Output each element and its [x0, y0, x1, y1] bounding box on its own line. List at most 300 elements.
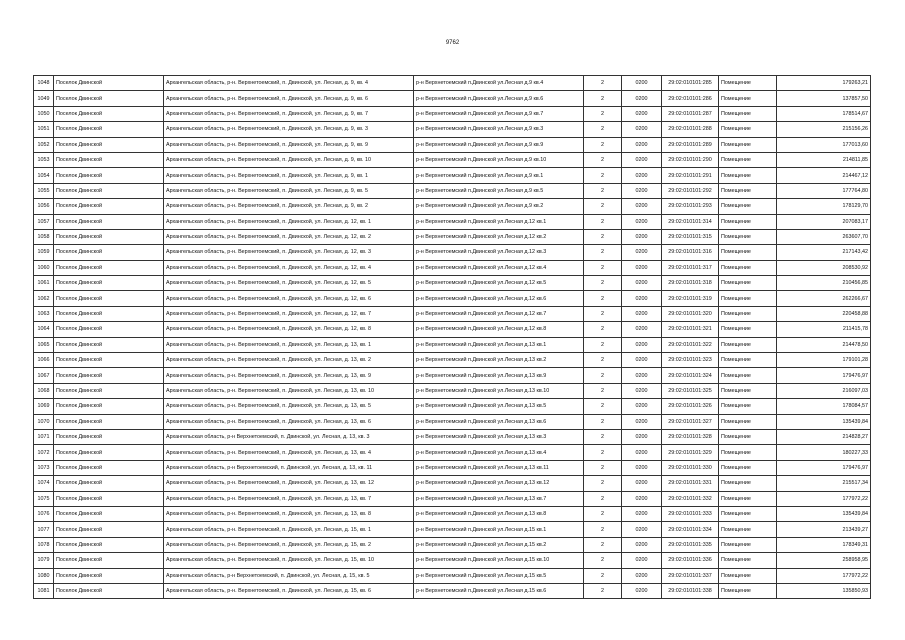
object-type-cell: Помещение — [719, 306, 777, 321]
short-address-cell: р-н Верхнетоемский п.Двинской ул.Лесная д.13 кв.9 — [414, 368, 584, 383]
cadastral-number-cell: 29:02:010101:328 — [662, 429, 719, 444]
address-cell: Архангельская область, р-н. Верхнетоемский, п. Двинской, ул. Лесная, д. 13, кв. 5 — [164, 399, 414, 414]
row-number: 1077 — [34, 522, 54, 537]
object-type-cell: Помещение — [719, 399, 777, 414]
cadastral-number-cell: 29:02:010101:322 — [662, 337, 719, 352]
cadastral-number-cell: 29:02:010101:326 — [662, 399, 719, 414]
cadastral-value-cell: 220458,88 — [777, 306, 871, 321]
cadastral-number-cell: 29:02:010101:327 — [662, 414, 719, 429]
row-number: 1080 — [34, 568, 54, 583]
object-type-cell: Помещение — [719, 229, 777, 244]
cadastral-value-cell: 135439,84 — [777, 506, 871, 521]
code-cell: 0200 — [622, 260, 662, 275]
table-row — [34, 214, 871, 229]
table-row — [34, 76, 871, 91]
settlement-cell: Поселок Двинской — [54, 399, 164, 414]
cadastral-value-cell: 214811,85 — [777, 152, 871, 167]
cadastral-value-cell: 178514,67 — [777, 106, 871, 121]
row-number: 1066 — [34, 353, 54, 368]
address-cell: Архангельская область, р-н. Верхнетоемский, п. Двинской, ул. Лесная, д. 15, кв. 6 — [164, 583, 414, 598]
settlement-cell: Поселок Двинской — [54, 460, 164, 475]
row-number: 1048 — [34, 76, 54, 91]
cadastral-number-cell: 29:02:010101:332 — [662, 491, 719, 506]
cadastral-value-cell: 214828,27 — [777, 429, 871, 444]
row-number: 1053 — [34, 152, 54, 167]
settlement-cell: Поселок Двинской — [54, 306, 164, 321]
address-cell: Архангельская область, р-н. Верхнетоемский, п. Двинской, ул. Лесная, д. 13, кв. 8 — [164, 506, 414, 521]
object-type-cell: Помещение — [719, 568, 777, 583]
settlement-cell: Поселок Двинской — [54, 414, 164, 429]
object-type-cell: Помещение — [719, 337, 777, 352]
short-address-cell: р-н Верхнетоемский п.Двинской ул.Лесная д.15 кв.10 — [414, 553, 584, 568]
settlement-cell: Поселок Двинской — [54, 429, 164, 444]
settlement-cell: Поселок Двинской — [54, 291, 164, 306]
class-cell: 2 — [584, 583, 622, 598]
cadastral-value-cell: 177764,80 — [777, 183, 871, 198]
code-cell: 0200 — [622, 245, 662, 260]
class-cell: 2 — [584, 476, 622, 491]
row-number: 1054 — [34, 168, 54, 183]
short-address-cell: р-н Верхнетоемский п.Двинской ул.Лесная д.9 кв.9 — [414, 137, 584, 152]
row-number: 1068 — [34, 383, 54, 398]
settlement-cell: Поселок Двинской — [54, 137, 164, 152]
short-address-cell: р-н Верхнетоемский п.Двинской ул.Лесная д.9 кв.5 — [414, 183, 584, 198]
object-type-cell: Помещение — [719, 506, 777, 521]
short-address-cell: р-н Верхнетоемский п.Двинской ул.Лесная д.12 кв.6 — [414, 291, 584, 306]
cadastral-value-cell: 214467,12 — [777, 168, 871, 183]
class-cell: 2 — [584, 306, 622, 321]
class-cell: 2 — [584, 568, 622, 583]
address-cell: Архангельская область, р-н. Верхнетоемский, п. Двинской, ул. Лесная, д. 13, кв. 7 — [164, 491, 414, 506]
cadastral-number-cell: 29:02:010101:287 — [662, 106, 719, 121]
cadastral-value-cell: 216097,03 — [777, 383, 871, 398]
class-cell: 2 — [584, 445, 622, 460]
object-type-cell: Помещение — [719, 414, 777, 429]
address-cell: Архангельская область, р-н Верхнетоемский, п. Двинской, ул. Лесная, д. 15, кв. 5 — [164, 568, 414, 583]
address-cell: Архангельская область, р-н. Верхнетоемский, п. Двинской, ул. Лесная, д. 9, кв. 4 — [164, 76, 414, 91]
address-cell: Архангельская область, р-н. Верхнетоемский, п. Двинской, ул. Лесная, д. 15, кв. 2 — [164, 537, 414, 552]
cadastral-value-cell: 208530,92 — [777, 260, 871, 275]
settlement-cell: Поселок Двинской — [54, 152, 164, 167]
address-cell: Архангельская область, р-н. Верхнетоемский, п. Двинской, ул. Лесная, д. 12, кв. 7 — [164, 306, 414, 321]
cadastral-value-cell: 263607,70 — [777, 229, 871, 244]
code-cell: 0200 — [622, 429, 662, 444]
object-type-cell: Помещение — [719, 291, 777, 306]
code-cell: 0200 — [622, 106, 662, 121]
row-number: 1049 — [34, 91, 54, 106]
address-cell: Архангельская область, р-н. Верхнетоемский, п. Двинской, ул. Лесная, д. 13, кв. 9 — [164, 368, 414, 383]
object-type-cell: Помещение — [719, 522, 777, 537]
object-type-cell: Помещение — [719, 152, 777, 167]
cadastral-number-cell: 29:02:010101:336 — [662, 553, 719, 568]
cadastral-value-cell: 214478,50 — [777, 337, 871, 352]
row-number: 1059 — [34, 245, 54, 260]
row-number: 1072 — [34, 445, 54, 460]
row-number: 1065 — [34, 337, 54, 352]
object-type-cell: Помещение — [719, 245, 777, 260]
class-cell: 2 — [584, 91, 622, 106]
cadastral-number-cell: 29:02:010101:318 — [662, 276, 719, 291]
code-cell: 0200 — [622, 322, 662, 337]
address-cell: Архангельская область, р-н. Верхнетоемский, п. Двинской, ул. Лесная, д. 12, кв. 5 — [164, 276, 414, 291]
cadastral-value-cell: 135850,93 — [777, 583, 871, 598]
code-cell: 0200 — [622, 76, 662, 91]
row-number: 1069 — [34, 399, 54, 414]
address-cell: Архангельская область, р-н. Верхнетоемский, п. Двинской, ул. Лесная, д. 15, кв. 1 — [164, 522, 414, 537]
table-row — [34, 91, 871, 106]
table-row — [34, 506, 871, 521]
class-cell: 2 — [584, 137, 622, 152]
settlement-cell: Поселок Двинской — [54, 522, 164, 537]
code-cell: 0200 — [622, 291, 662, 306]
class-cell: 2 — [584, 229, 622, 244]
cadastral-number-cell: 29:02:010101:293 — [662, 199, 719, 214]
short-address-cell: р-н Верхнетоемский п.Двинской ул.Лесная д.15 кв.6 — [414, 583, 584, 598]
settlement-cell: Поселок Двинской — [54, 260, 164, 275]
cadastral-number-cell: 29:02:010101:320 — [662, 306, 719, 321]
cadastral-value-cell: 179101,28 — [777, 353, 871, 368]
short-address-cell: р-н Верхнетоемский п.Двинской ул.Лесная д.13 кв.12 — [414, 476, 584, 491]
address-cell: Архангельская область, р-н. Верхнетоемский, п. Двинской, ул. Лесная, д. 12, кв. 8 — [164, 322, 414, 337]
class-cell: 2 — [584, 183, 622, 198]
address-cell: Архангельская область, р-н. Верхнетоемский, п. Двинской, ул. Лесная, д. 9, кв. 2 — [164, 199, 414, 214]
short-address-cell: р-н Верхнетоемский п.Двинской ул.Лесная д.13 кв.4 — [414, 445, 584, 460]
row-number: 1067 — [34, 368, 54, 383]
cadastral-number-cell: 29:02:010101:319 — [662, 291, 719, 306]
short-address-cell: р-н Верхнетоемский п.Двинской ул.Лесная д.13 кв.2 — [414, 353, 584, 368]
table-row — [34, 152, 871, 167]
settlement-cell: Поселок Двинской — [54, 229, 164, 244]
class-cell: 2 — [584, 291, 622, 306]
object-type-cell: Помещение — [719, 276, 777, 291]
address-cell: Архангельская область, р-н. Верхнетоемский, п. Двинской, ул. Лесная, д. 12, кв. 3 — [164, 245, 414, 260]
cadastral-value-cell: 178349,31 — [777, 537, 871, 552]
cadastral-value-cell: 179263,21 — [777, 76, 871, 91]
short-address-cell: р-н Верхнетоемский п.Двинской ул.Лесная д.13 кв.7 — [414, 491, 584, 506]
settlement-cell: Поселок Двинской — [54, 383, 164, 398]
cadastral-value-cell: 137857,50 — [777, 91, 871, 106]
cadastral-number-cell: 29:02:010101:337 — [662, 568, 719, 583]
address-cell: Архангельская область, р-н. Верхнетоемский, п. Двинской, ул. Лесная, д. 9, кв. 9 — [164, 137, 414, 152]
class-cell: 2 — [584, 122, 622, 137]
cadastral-number-cell: 29:02:010101:338 — [662, 583, 719, 598]
object-type-cell: Помещение — [719, 553, 777, 568]
short-address-cell: р-н Верхнетоемский п.Двинской ул.Лесная д.15 кв.1 — [414, 522, 584, 537]
settlement-cell: Поселок Двинской — [54, 122, 164, 137]
object-type-cell: Помещение — [719, 322, 777, 337]
object-type-cell: Помещение — [719, 383, 777, 398]
cadastral-value-cell: 207083,17 — [777, 214, 871, 229]
code-cell: 0200 — [622, 214, 662, 229]
cadastral-value-cell: 213439,27 — [777, 522, 871, 537]
class-cell: 2 — [584, 106, 622, 121]
table-row — [34, 229, 871, 244]
cadastral-number-cell: 29:02:010101:292 — [662, 183, 719, 198]
object-type-cell: Помещение — [719, 106, 777, 121]
short-address-cell: р-н Верхнетоемский п.Двинской ул.Лесная д.15 кв.5 — [414, 568, 584, 583]
settlement-cell: Поселок Двинской — [54, 91, 164, 106]
settlement-cell: Поселок Двинской — [54, 322, 164, 337]
short-address-cell: р-н Верхнетоемский п.Двинской ул.Лесная д.15 кв.2 — [414, 537, 584, 552]
cadastral-number-cell: 29:02:010101:335 — [662, 537, 719, 552]
object-type-cell: Помещение — [719, 445, 777, 460]
cadastral-number-cell: 29:02:010101:317 — [662, 260, 719, 275]
cadastral-number-cell: 29:02:010101:315 — [662, 229, 719, 244]
object-type-cell: Помещение — [719, 91, 777, 106]
code-cell: 0200 — [622, 368, 662, 383]
row-number: 1051 — [34, 122, 54, 137]
table-row — [34, 522, 871, 537]
cadastral-number-cell: 29:02:010101:286 — [662, 91, 719, 106]
row-number: 1064 — [34, 322, 54, 337]
table-row — [34, 137, 871, 152]
object-type-cell: Помещение — [719, 491, 777, 506]
table-row — [34, 199, 871, 214]
object-type-cell: Помещение — [719, 476, 777, 491]
code-cell: 0200 — [622, 553, 662, 568]
cadastral-number-cell: 29:02:010101:289 — [662, 137, 719, 152]
table-body — [34, 76, 871, 599]
cadastral-number-cell: 29:02:010101:330 — [662, 460, 719, 475]
table-row — [34, 476, 871, 491]
row-number: 1052 — [34, 137, 54, 152]
class-cell: 2 — [584, 168, 622, 183]
cadastral-number-cell: 29:02:010101:321 — [662, 322, 719, 337]
class-cell: 2 — [584, 322, 622, 337]
code-cell: 0200 — [622, 122, 662, 137]
code-cell: 0200 — [622, 137, 662, 152]
object-type-cell: Помещение — [719, 137, 777, 152]
short-address-cell: р-н Верхнетоемский п.Двинской ул.Лесная д.9 кв.3 — [414, 122, 584, 137]
row-number: 1076 — [34, 506, 54, 521]
short-address-cell: р-н Верхнетоемский п.Двинской ул.Лесная д.12 кв.4 — [414, 260, 584, 275]
settlement-cell: Поселок Двинской — [54, 245, 164, 260]
table-row — [34, 122, 871, 137]
cadastral-value-cell: 178084,57 — [777, 399, 871, 414]
code-cell: 0200 — [622, 306, 662, 321]
table-row — [34, 383, 871, 398]
settlement-cell: Поселок Двинской — [54, 276, 164, 291]
short-address-cell: р-н Верхнетоемский п.Двинской ул.Лесная д.12 кв.3 — [414, 245, 584, 260]
table-row — [34, 368, 871, 383]
object-type-cell: Помещение — [719, 368, 777, 383]
short-address-cell: р-н Верхнетоемский п.Двинской ул.Лесная д.13 кв.6 — [414, 414, 584, 429]
address-cell: Архангельская область, р-н. Верхнетоемский, п. Двинской, ул. Лесная, д. 12, кв. 1 — [164, 214, 414, 229]
row-number: 1073 — [34, 460, 54, 475]
table-row — [34, 276, 871, 291]
table-row — [34, 399, 871, 414]
cadastral-value-cell: 180227,33 — [777, 445, 871, 460]
address-cell: Архангельская область, р-н. Верхнетоемский, п. Двинской, ул. Лесная, д. 9, кв. 10 — [164, 152, 414, 167]
row-number: 1062 — [34, 291, 54, 306]
table-row — [34, 353, 871, 368]
table-row — [34, 168, 871, 183]
class-cell: 2 — [584, 260, 622, 275]
address-cell: Архангельская область, р-н. Верхнетоемский, п. Двинской, ул. Лесная, д. 12, кв. 4 — [164, 260, 414, 275]
settlement-cell: Поселок Двинской — [54, 568, 164, 583]
code-cell: 0200 — [622, 276, 662, 291]
short-address-cell: р-н Верхнетоемский п.Двинской ул.Лесная д.9 кв.2 — [414, 199, 584, 214]
table-row — [34, 183, 871, 198]
cadastral-number-cell: 29:02:010101:314 — [662, 214, 719, 229]
object-type-cell: Помещение — [719, 460, 777, 475]
page-number: 9762 — [445, 40, 460, 46]
short-address-cell: р-н Верхнетоемский п.Двинской ул.Лесная д.13 кв.5 — [414, 399, 584, 414]
table-row — [34, 537, 871, 552]
object-type-cell: Помещение — [719, 168, 777, 183]
cadastral-number-cell: 29:02:010101:316 — [662, 245, 719, 260]
address-cell: Архангельская область, р-н Верхнетоемский, п. Двинской, ул. Лесная, д. 13, кв. 3 — [164, 429, 414, 444]
address-cell: Архангельская область, р-н. Верхнетоемский, п. Двинской, ул. Лесная, д. 12, кв. 2 — [164, 229, 414, 244]
code-cell: 0200 — [622, 337, 662, 352]
cadastral-value-cell: 258958,95 — [777, 553, 871, 568]
row-number: 1078 — [34, 537, 54, 552]
row-number: 1075 — [34, 491, 54, 506]
cadastral-number-cell: 29:02:010101:325 — [662, 383, 719, 398]
short-address-cell: р-н Верхнетоемский п.Двинской ул.Лесная д.12 кв.7 — [414, 306, 584, 321]
address-cell: Архангельская область, р-н. Верхнетоемский, п. Двинской, ул. Лесная, д. 9, кв. 7 — [164, 106, 414, 121]
short-address-cell: р-н Верхнетоемский п.Двинской ул.Лесная д.9 кв.7 — [414, 106, 584, 121]
class-cell: 2 — [584, 399, 622, 414]
settlement-cell: Поселок Двинской — [54, 506, 164, 521]
short-address-cell: р-н Верхнетоемский п.Двинской ул.Лесная д.12 кв.8 — [414, 322, 584, 337]
cadastral-value-cell: 215156,26 — [777, 122, 871, 137]
table-row — [34, 429, 871, 444]
cadastral-number-cell: 29:02:010101:285 — [662, 76, 719, 91]
class-cell: 2 — [584, 506, 622, 521]
table-row — [34, 245, 871, 260]
settlement-cell: Поселок Двинской — [54, 183, 164, 198]
settlement-cell: Поселок Двинской — [54, 553, 164, 568]
address-cell: Архангельская область, р-н. Верхнетоемский, п. Двинской, ул. Лесная, д. 9, кв. 1 — [164, 168, 414, 183]
table-row — [34, 583, 871, 598]
cadastral-number-cell: 29:02:010101:288 — [662, 122, 719, 137]
settlement-cell: Поселок Двинской — [54, 476, 164, 491]
short-address-cell: р-н Верхнетоемский п.Двинской ул.Лесная д.13 кв.10 — [414, 383, 584, 398]
object-type-cell: Помещение — [719, 214, 777, 229]
code-cell: 0200 — [622, 168, 662, 183]
class-cell: 2 — [584, 537, 622, 552]
cadastral-value-cell: 177013,60 — [777, 137, 871, 152]
row-number: 1057 — [34, 214, 54, 229]
settlement-cell: Поселок Двинской — [54, 106, 164, 121]
row-number: 1055 — [34, 183, 54, 198]
short-address-cell: р-н Верхнетоемский п.Двинской ул.Лесная д.12 кв.5 — [414, 276, 584, 291]
class-cell: 2 — [584, 491, 622, 506]
code-cell: 0200 — [622, 183, 662, 198]
code-cell: 0200 — [622, 91, 662, 106]
address-cell: Архангельская область, р-н. Верхнетоемский, п. Двинской, ул. Лесная, д. 12, кв. 6 — [164, 291, 414, 306]
code-cell: 0200 — [622, 476, 662, 491]
short-address-cell: р-н Верхнетоемский п.Двинской ул.Лесная д.13 кв.3 — [414, 429, 584, 444]
object-type-cell: Помещение — [719, 353, 777, 368]
table-row — [34, 553, 871, 568]
cadastral-number-cell: 29:02:010101:334 — [662, 522, 719, 537]
address-cell: Архангельская область, р-н. Верхнетоемский, п. Двинской, ул. Лесная, д. 13, кв. 6 — [164, 414, 414, 429]
object-type-cell: Помещение — [719, 122, 777, 137]
row-number: 1050 — [34, 106, 54, 121]
row-number: 1071 — [34, 429, 54, 444]
cadastral-value-cell: 177972,22 — [777, 568, 871, 583]
table-row — [34, 337, 871, 352]
class-cell: 2 — [584, 429, 622, 444]
settlement-cell: Поселок Двинской — [54, 491, 164, 506]
object-type-cell: Помещение — [719, 429, 777, 444]
table-row — [34, 322, 871, 337]
cadastral-value-cell: 135439,84 — [777, 414, 871, 429]
class-cell: 2 — [584, 414, 622, 429]
code-cell: 0200 — [622, 491, 662, 506]
class-cell: 2 — [584, 76, 622, 91]
cadastral-value-cell: 215517,34 — [777, 476, 871, 491]
row-number: 1063 — [34, 306, 54, 321]
code-cell: 0200 — [622, 460, 662, 475]
short-address-cell: р-н Верхнетоемский п.Двинской ул.Лесная д.13 кв.11 — [414, 460, 584, 475]
object-type-cell: Помещение — [719, 199, 777, 214]
address-cell: Архангельская область, р-н. Верхнетоемский, п. Двинской, ул. Лесная, д. 9, кв. 6 — [164, 91, 414, 106]
table-row — [34, 491, 871, 506]
row-number: 1074 — [34, 476, 54, 491]
address-cell: Архангельская область, р-н. Верхнетоемский, п. Двинской, ул. Лесная, д. 13, кв. 10 — [164, 383, 414, 398]
class-cell: 2 — [584, 553, 622, 568]
code-cell: 0200 — [622, 522, 662, 537]
registry-table — [33, 75, 871, 599]
code-cell: 0200 — [622, 414, 662, 429]
code-cell: 0200 — [622, 537, 662, 552]
class-cell: 2 — [584, 337, 622, 352]
address-cell: Архангельская область, р-н. Верхнетоемский, п. Двинской, ул. Лесная, д. 13, кв. 4 — [164, 445, 414, 460]
class-cell: 2 — [584, 522, 622, 537]
class-cell: 2 — [584, 368, 622, 383]
table-row — [34, 445, 871, 460]
short-address-cell: р-н Верхнетоемский п.Двинской ул.Лесная д.13 кв.1 — [414, 337, 584, 352]
object-type-cell: Помещение — [719, 583, 777, 598]
cadastral-number-cell: 29:02:010101:290 — [662, 152, 719, 167]
cadastral-value-cell: 262266,67 — [777, 291, 871, 306]
settlement-cell: Поселок Двинской — [54, 353, 164, 368]
cadastral-value-cell: 179476,97 — [777, 460, 871, 475]
row-number: 1081 — [34, 583, 54, 598]
class-cell: 2 — [584, 383, 622, 398]
class-cell: 2 — [584, 460, 622, 475]
cadastral-value-cell: 217143,42 — [777, 245, 871, 260]
table-row — [34, 414, 871, 429]
class-cell: 2 — [584, 245, 622, 260]
address-cell: Архангельская область, р-н Верхнетоемский, п. Двинской, ул. Лесная, д. 13, кв. 11 — [164, 460, 414, 475]
object-type-cell: Помещение — [719, 76, 777, 91]
object-type-cell: Помещение — [719, 183, 777, 198]
short-address-cell: р-н Верхнетоемский п.Двинской ул.Лесная д.9 кв.4 — [414, 76, 584, 91]
row-number: 1079 — [34, 553, 54, 568]
cadastral-number-cell: 29:02:010101:333 — [662, 506, 719, 521]
settlement-cell: Поселок Двинской — [54, 214, 164, 229]
cadastral-number-cell: 29:02:010101:331 — [662, 476, 719, 491]
cadastral-number-cell: 29:02:010101:329 — [662, 445, 719, 460]
table-row — [34, 568, 871, 583]
table-row — [34, 460, 871, 475]
code-cell: 0200 — [622, 583, 662, 598]
settlement-cell: Поселок Двинской — [54, 583, 164, 598]
address-cell: Архангельская область, р-н. Верхнетоемский, п. Двинской, ул. Лесная, д. 13, кв. 1 — [164, 337, 414, 352]
row-number: 1058 — [34, 229, 54, 244]
cadastral-number-cell: 29:02:010101:324 — [662, 368, 719, 383]
cadastral-number-cell: 29:02:010101:291 — [662, 168, 719, 183]
address-cell: Архангельская область, р-н. Верхнетоемский, п. Двинской, ул. Лесная, д. 9, кв. 3 — [164, 122, 414, 137]
short-address-cell: р-н Верхнетоемский п.Двинской ул.Лесная д.12 кв.2 — [414, 229, 584, 244]
code-cell: 0200 — [622, 445, 662, 460]
class-cell: 2 — [584, 214, 622, 229]
address-cell: Архангельская область, р-н. Верхнетоемский, п. Двинской, ул. Лесная, д. 13, кв. 12 — [164, 476, 414, 491]
